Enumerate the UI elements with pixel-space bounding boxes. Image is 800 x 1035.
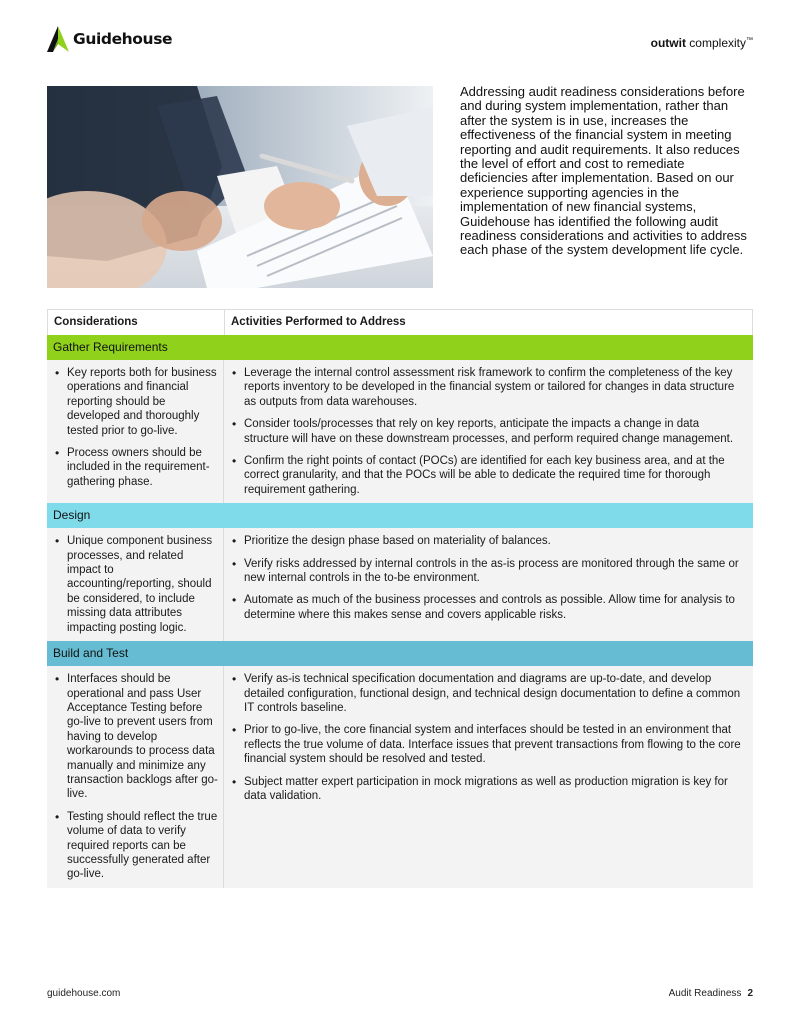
guidehouse-logo[interactable] — [47, 26, 172, 52]
phase-heading-design: Design — [47, 503, 753, 528]
phase-row-build-and-test — [47, 666, 753, 888]
activity-item: • Prioritize the design phase based on materiality of balances. — [230, 534, 743, 548]
consideration-item: • Key reports both for business operations and financial reporting should be developed and thoroughly tested prior to go-live. — [53, 366, 219, 438]
considerations-cell — [47, 666, 224, 888]
footer-doc-info — [669, 988, 753, 999]
considerations-cell — [47, 360, 224, 503]
intro-paragraph: Addressing audit readiness considerations before and during system implementation, rather than after the system is in use, increases the effectiveness of the financial system in meeting reporting and audit requirements. It also reduces the level of effort and cost to remediate deficiencies after implementation. Based on our experience supporting agencies in the implementation of new financial systems, Guidehouse has identified the following audit readiness considerations and activities to address each phase of the system development life cycle. — [460, 84, 747, 258]
consideration-item: • Testing should reflect the true volume of data to verify required reports can be successfully generated after go-live. — [53, 810, 219, 882]
trademark-mark: ™ — [746, 37, 753, 44]
consideration-item: • Interfaces should be operational and pass User Acceptance Testing before go-live to prevent users from having to develop workarounds to process data manually and minimize any transaction backlogs after go-live. — [53, 672, 219, 802]
phase-heading-build-and-test: Build and Test — [47, 641, 753, 666]
activity-item: • Verify risks addressed by internal controls in the as-is process are monitored through the same or new internal controls in the to-be environment. — [230, 557, 743, 586]
meeting-photo — [47, 86, 433, 288]
tagline — [651, 36, 753, 50]
table-header-row — [47, 309, 753, 335]
audit-readiness-table — [47, 309, 753, 888]
guidehouse-logo-icon — [47, 26, 69, 52]
tagline-bold: outwit — [650, 36, 686, 50]
considerations-cell — [47, 528, 224, 641]
activity-item: • Verify as-is technical specification documentation and diagrams are up-to-date, and develop detailed configuration, functional design, and technical design documentation to define a common IT controls baseline. — [230, 672, 743, 715]
phase-row-gather-requirements — [47, 360, 753, 503]
activity-item: • Leverage the internal control assessment risk framework to confirm the completeness of the key reports inventory to be developed in the financial system or tailored for changes in data structure as outputs from data warehouses. — [230, 366, 743, 409]
brand-name: Guidehouse — [73, 30, 173, 48]
footer-website-link[interactable]: guidehouse.com — [47, 988, 121, 999]
phase-row-design — [47, 528, 753, 641]
activity-item: • Prior to go-live, the core financial system and interfaces should be tested in an environment that reflects the true volume of data. Interface issues that prevent transactions from flowing to the core financial system should be resolved and tested. — [230, 723, 743, 766]
activities-cell — [224, 666, 753, 888]
column-header-considerations: Considerations — [48, 310, 225, 335]
column-header-activities: Activities Performed to Address — [231, 316, 406, 328]
activities-cell — [224, 360, 753, 503]
activity-item: • Automate as much of the business processes and controls as possible. Allow time for analysis to determine where this makes sense and covers applicable risks. — [230, 593, 743, 622]
footer-doc-title: Audit Readiness — [668, 988, 742, 999]
tagline-rest: complexity — [685, 36, 746, 50]
page-number: 2 — [747, 988, 753, 999]
consideration-item: • Process owners should be included in the requirement-gathering phase. — [53, 446, 219, 489]
activity-item: • Consider tools/processes that rely on key reports, anticipate the impacts a change in data structure will have on these downstream processes, and perform required change management. — [230, 417, 743, 446]
activities-cell — [224, 528, 753, 641]
phase-heading-gather-requirements: Gather Requirements — [47, 335, 753, 360]
consideration-item: • Unique component business processes, and related impact to accounting/reporting, should be considered, to include missing data attributes impacting posting logic. — [53, 534, 219, 635]
meeting-photo-illustration — [47, 86, 433, 288]
activity-item: • Subject matter expert participation in mock migrations as well as production migration is key for data validation. — [230, 775, 743, 804]
activity-item: • Confirm the right points of contact (POCs) are identified for each key business area, and at the correct granularity, and that the POCs will be able to dedicate the required time for thorough requirement gathering. — [230, 454, 743, 497]
page-header — [47, 26, 753, 56]
